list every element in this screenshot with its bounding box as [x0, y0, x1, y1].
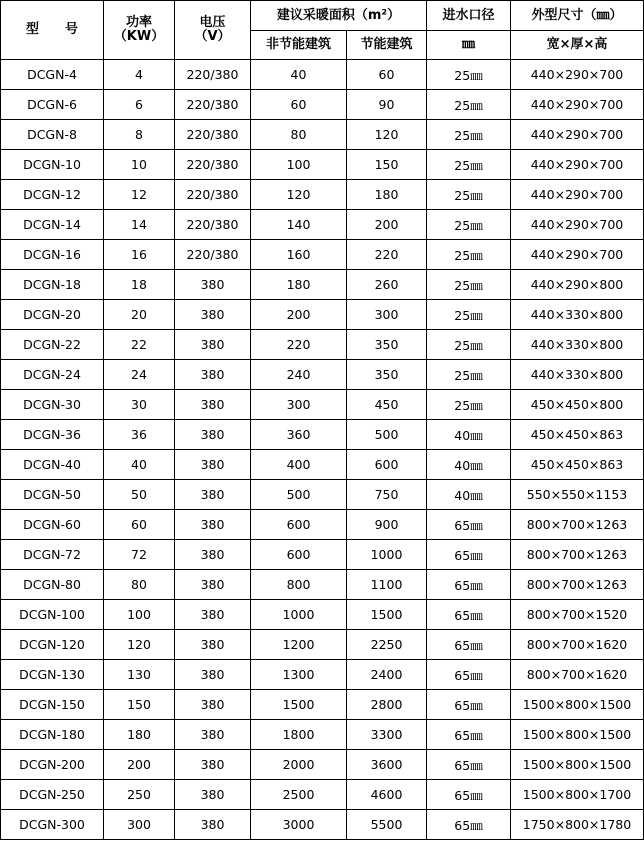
cell-dimensions: 800×700×1620 — [511, 630, 644, 660]
cell-area-energy-saving: 500 — [347, 420, 427, 450]
cell-power: 300 — [104, 810, 175, 840]
header-voltage-label: 电压 — [199, 15, 226, 30]
cell-inlet: 65㎜ — [427, 690, 511, 720]
cell-inlet: 65㎜ — [427, 750, 511, 780]
table-row — [1, 240, 644, 270]
cell-dimensions: 440×290×700 — [511, 240, 644, 270]
header-dimensions-sub: 宽×厚×高 — [511, 31, 644, 60]
cell-voltage: 220/380 — [175, 150, 251, 180]
cell-power: 250 — [104, 780, 175, 810]
cell-area-non-energy-saving: 1200 — [251, 630, 347, 660]
cell-inlet: 65㎜ — [427, 540, 511, 570]
cell-voltage: 220/380 — [175, 240, 251, 270]
cell-power: 72 — [104, 540, 175, 570]
cell-inlet: 65㎜ — [427, 600, 511, 630]
table-row — [1, 780, 644, 810]
cell-voltage: 380 — [175, 420, 251, 450]
cell-area-non-energy-saving: 100 — [251, 150, 347, 180]
cell-model: DCGN-120 — [1, 630, 104, 660]
table-row — [1, 270, 644, 300]
cell-area-energy-saving: 60 — [347, 60, 427, 90]
table-row — [1, 540, 644, 570]
cell-power: 22 — [104, 330, 175, 360]
cell-area-non-energy-saving: 60 — [251, 90, 347, 120]
cell-power: 18 — [104, 270, 175, 300]
cell-area-non-energy-saving: 240 — [251, 360, 347, 390]
cell-voltage: 380 — [175, 630, 251, 660]
header-non-energy-saving: 非节能建筑 — [251, 31, 347, 60]
cell-dimensions: 440×330×800 — [511, 360, 644, 390]
cell-inlet: 65㎜ — [427, 630, 511, 660]
cell-voltage: 380 — [175, 270, 251, 300]
cell-model: DCGN-4 — [1, 60, 104, 90]
table-row — [1, 660, 644, 690]
cell-area-energy-saving: 2800 — [347, 690, 427, 720]
cell-dimensions: 450×450×863 — [511, 450, 644, 480]
cell-area-energy-saving: 350 — [347, 330, 427, 360]
cell-voltage: 380 — [175, 390, 251, 420]
header-model: 型 号 — [1, 1, 104, 60]
table-row — [1, 480, 644, 510]
cell-voltage: 380 — [175, 300, 251, 330]
cell-inlet: 25㎜ — [427, 120, 511, 150]
cell-model: DCGN-36 — [1, 420, 104, 450]
cell-dimensions: 440×290×700 — [511, 60, 644, 90]
cell-voltage: 220/380 — [175, 210, 251, 240]
cell-dimensions: 450×450×863 — [511, 420, 644, 450]
cell-voltage: 380 — [175, 450, 251, 480]
cell-inlet: 25㎜ — [427, 300, 511, 330]
cell-model: DCGN-6 — [1, 90, 104, 120]
cell-model: DCGN-24 — [1, 360, 104, 390]
cell-voltage: 380 — [175, 690, 251, 720]
cell-area-energy-saving: 350 — [347, 360, 427, 390]
cell-model: DCGN-18 — [1, 270, 104, 300]
table-row — [1, 510, 644, 540]
cell-model: DCGN-80 — [1, 570, 104, 600]
table-row — [1, 120, 644, 150]
cell-area-energy-saving: 4600 — [347, 780, 427, 810]
cell-area-energy-saving: 2400 — [347, 660, 427, 690]
cell-power: 16 — [104, 240, 175, 270]
cell-power: 4 — [104, 60, 175, 90]
cell-voltage: 380 — [175, 480, 251, 510]
table-row — [1, 720, 644, 750]
table-row — [1, 450, 644, 480]
cell-voltage: 380 — [175, 570, 251, 600]
table-header — [1, 1, 644, 60]
cell-area-energy-saving: 200 — [347, 210, 427, 240]
cell-area-energy-saving: 180 — [347, 180, 427, 210]
cell-area-energy-saving: 1000 — [347, 540, 427, 570]
cell-model: DCGN-30 — [1, 390, 104, 420]
cell-voltage: 380 — [175, 810, 251, 840]
cell-model: DCGN-10 — [1, 150, 104, 180]
cell-area-energy-saving: 300 — [347, 300, 427, 330]
cell-voltage: 220/380 — [175, 60, 251, 90]
table-row — [1, 390, 644, 420]
cell-area-non-energy-saving: 140 — [251, 210, 347, 240]
cell-dimensions: 550×550×1153 — [511, 480, 644, 510]
header-inlet: 进水口径 — [427, 1, 511, 31]
table-row — [1, 150, 644, 180]
cell-model: DCGN-40 — [1, 450, 104, 480]
header-power-label: 功率 — [125, 15, 152, 30]
cell-inlet: 40㎜ — [427, 420, 511, 450]
cell-voltage: 380 — [175, 750, 251, 780]
cell-voltage: 380 — [175, 720, 251, 750]
cell-area-non-energy-saving: 220 — [251, 330, 347, 360]
cell-voltage: 380 — [175, 330, 251, 360]
cell-power: 14 — [104, 210, 175, 240]
cell-inlet: 25㎜ — [427, 360, 511, 390]
cell-dimensions: 440×290×700 — [511, 150, 644, 180]
cell-model: DCGN-200 — [1, 750, 104, 780]
cell-area-energy-saving: 900 — [347, 510, 427, 540]
cell-dimensions: 1500×800×1500 — [511, 750, 644, 780]
cell-power: 180 — [104, 720, 175, 750]
cell-area-energy-saving: 1100 — [347, 570, 427, 600]
cell-dimensions: 440×290×700 — [511, 180, 644, 210]
cell-dimensions: 1500×800×1700 — [511, 780, 644, 810]
cell-area-energy-saving: 600 — [347, 450, 427, 480]
table-row — [1, 690, 644, 720]
cell-power: 6 — [104, 90, 175, 120]
cell-area-non-energy-saving: 800 — [251, 570, 347, 600]
cell-voltage: 380 — [175, 660, 251, 690]
cell-inlet: 40㎜ — [427, 450, 511, 480]
cell-model: DCGN-150 — [1, 690, 104, 720]
table-row — [1, 330, 644, 360]
cell-model: DCGN-250 — [1, 780, 104, 810]
cell-voltage: 380 — [175, 360, 251, 390]
cell-dimensions: 440×330×800 — [511, 330, 644, 360]
header-voltage — [175, 1, 251, 60]
header-power — [104, 1, 175, 60]
cell-power: 60 — [104, 510, 175, 540]
table-row — [1, 420, 644, 450]
cell-area-energy-saving: 3300 — [347, 720, 427, 750]
cell-power: 36 — [104, 420, 175, 450]
cell-area-non-energy-saving: 1300 — [251, 660, 347, 690]
cell-inlet: 25㎜ — [427, 240, 511, 270]
cell-area-non-energy-saving: 360 — [251, 420, 347, 450]
table-row — [1, 180, 644, 210]
cell-area-non-energy-saving: 120 — [251, 180, 347, 210]
cell-area-non-energy-saving: 200 — [251, 300, 347, 330]
cell-voltage: 380 — [175, 540, 251, 570]
cell-area-non-energy-saving: 180 — [251, 270, 347, 300]
cell-inlet: 25㎜ — [427, 270, 511, 300]
table-row — [1, 210, 644, 240]
cell-power: 50 — [104, 480, 175, 510]
table-row — [1, 750, 644, 780]
cell-model: DCGN-8 — [1, 120, 104, 150]
cell-inlet: 40㎜ — [427, 480, 511, 510]
cell-dimensions: 440×330×800 — [511, 300, 644, 330]
cell-power: 200 — [104, 750, 175, 780]
cell-inlet: 25㎜ — [427, 390, 511, 420]
table-row — [1, 600, 644, 630]
cell-inlet: 65㎜ — [427, 720, 511, 750]
cell-inlet: 65㎜ — [427, 810, 511, 840]
header-energy-saving: 节能建筑 — [347, 31, 427, 60]
cell-power: 24 — [104, 360, 175, 390]
cell-model: DCGN-16 — [1, 240, 104, 270]
cell-area-energy-saving: 2250 — [347, 630, 427, 660]
cell-model: DCGN-22 — [1, 330, 104, 360]
cell-inlet: 25㎜ — [427, 150, 511, 180]
cell-area-energy-saving: 220 — [347, 240, 427, 270]
table-row — [1, 300, 644, 330]
header-heating-area: 建议采暖面积（m²） — [251, 1, 427, 31]
cell-dimensions: 1500×800×1500 — [511, 690, 644, 720]
cell-area-non-energy-saving: 300 — [251, 390, 347, 420]
cell-area-energy-saving: 750 — [347, 480, 427, 510]
table-body — [1, 60, 644, 840]
cell-power: 100 — [104, 600, 175, 630]
cell-voltage: 380 — [175, 780, 251, 810]
cell-area-non-energy-saving: 40 — [251, 60, 347, 90]
cell-area-non-energy-saving: 400 — [251, 450, 347, 480]
cell-dimensions: 440×290×700 — [511, 90, 644, 120]
table-row — [1, 570, 644, 600]
cell-voltage: 220/380 — [175, 90, 251, 120]
cell-model: DCGN-12 — [1, 180, 104, 210]
cell-dimensions: 800×700×1520 — [511, 600, 644, 630]
table-row — [1, 630, 644, 660]
cell-area-non-energy-saving: 600 — [251, 540, 347, 570]
cell-model: DCGN-20 — [1, 300, 104, 330]
cell-dimensions: 1500×800×1500 — [511, 720, 644, 750]
cell-area-energy-saving: 450 — [347, 390, 427, 420]
cell-power: 150 — [104, 690, 175, 720]
cell-area-non-energy-saving: 3000 — [251, 810, 347, 840]
cell-area-non-energy-saving: 2000 — [251, 750, 347, 780]
header-power-unit: （KW） — [113, 29, 165, 44]
cell-inlet: 65㎜ — [427, 570, 511, 600]
cell-area-energy-saving: 150 — [347, 150, 427, 180]
cell-area-non-energy-saving: 160 — [251, 240, 347, 270]
cell-power: 40 — [104, 450, 175, 480]
cell-voltage: 380 — [175, 510, 251, 540]
cell-area-non-energy-saving: 2500 — [251, 780, 347, 810]
cell-inlet: 25㎜ — [427, 60, 511, 90]
cell-power: 80 — [104, 570, 175, 600]
cell-area-energy-saving: 5500 — [347, 810, 427, 840]
cell-inlet: 25㎜ — [427, 180, 511, 210]
cell-inlet: 25㎜ — [427, 90, 511, 120]
cell-dimensions: 800×700×1620 — [511, 660, 644, 690]
cell-area-non-energy-saving: 1000 — [251, 600, 347, 630]
cell-area-non-energy-saving: 1800 — [251, 720, 347, 750]
cell-voltage: 220/380 — [175, 180, 251, 210]
cell-dimensions: 450×450×800 — [511, 390, 644, 420]
cell-power: 30 — [104, 390, 175, 420]
cell-model: DCGN-60 — [1, 510, 104, 540]
cell-area-non-energy-saving: 500 — [251, 480, 347, 510]
cell-dimensions: 800×700×1263 — [511, 510, 644, 540]
cell-dimensions: 440×290×700 — [511, 210, 644, 240]
cell-dimensions: 1750×800×1780 — [511, 810, 644, 840]
header-dimensions: 外型尺寸（㎜） — [511, 1, 644, 31]
cell-area-non-energy-saving: 600 — [251, 510, 347, 540]
cell-power: 8 — [104, 120, 175, 150]
table-row — [1, 810, 644, 840]
cell-model: DCGN-180 — [1, 720, 104, 750]
cell-area-energy-saving: 120 — [347, 120, 427, 150]
cell-inlet: 65㎜ — [427, 660, 511, 690]
cell-model: DCGN-50 — [1, 480, 104, 510]
cell-model: DCGN-72 — [1, 540, 104, 570]
cell-model: DCGN-300 — [1, 810, 104, 840]
cell-power: 120 — [104, 630, 175, 660]
table-row — [1, 360, 644, 390]
cell-power: 20 — [104, 300, 175, 330]
cell-inlet: 65㎜ — [427, 780, 511, 810]
cell-area-non-energy-saving: 1500 — [251, 690, 347, 720]
header-voltage-unit: （V） — [194, 29, 231, 44]
cell-model: DCGN-100 — [1, 600, 104, 630]
cell-voltage: 380 — [175, 600, 251, 630]
cell-area-non-energy-saving: 80 — [251, 120, 347, 150]
cell-model: DCGN-130 — [1, 660, 104, 690]
cell-inlet: 65㎜ — [427, 510, 511, 540]
cell-dimensions: 440×290×700 — [511, 120, 644, 150]
cell-power: 10 — [104, 150, 175, 180]
table-row — [1, 60, 644, 90]
cell-area-energy-saving: 1500 — [347, 600, 427, 630]
cell-dimensions: 440×290×800 — [511, 270, 644, 300]
cell-area-energy-saving: 260 — [347, 270, 427, 300]
cell-inlet: 25㎜ — [427, 330, 511, 360]
cell-area-energy-saving: 3600 — [347, 750, 427, 780]
table-row — [1, 90, 644, 120]
cell-dimensions: 800×700×1263 — [511, 570, 644, 600]
cell-dimensions: 800×700×1263 — [511, 540, 644, 570]
cell-power: 130 — [104, 660, 175, 690]
cell-power: 12 — [104, 180, 175, 210]
header-inlet-unit: ㎜ — [427, 31, 511, 60]
cell-model: DCGN-14 — [1, 210, 104, 240]
cell-area-energy-saving: 90 — [347, 90, 427, 120]
cell-voltage: 220/380 — [175, 120, 251, 150]
cell-inlet: 25㎜ — [427, 210, 511, 240]
